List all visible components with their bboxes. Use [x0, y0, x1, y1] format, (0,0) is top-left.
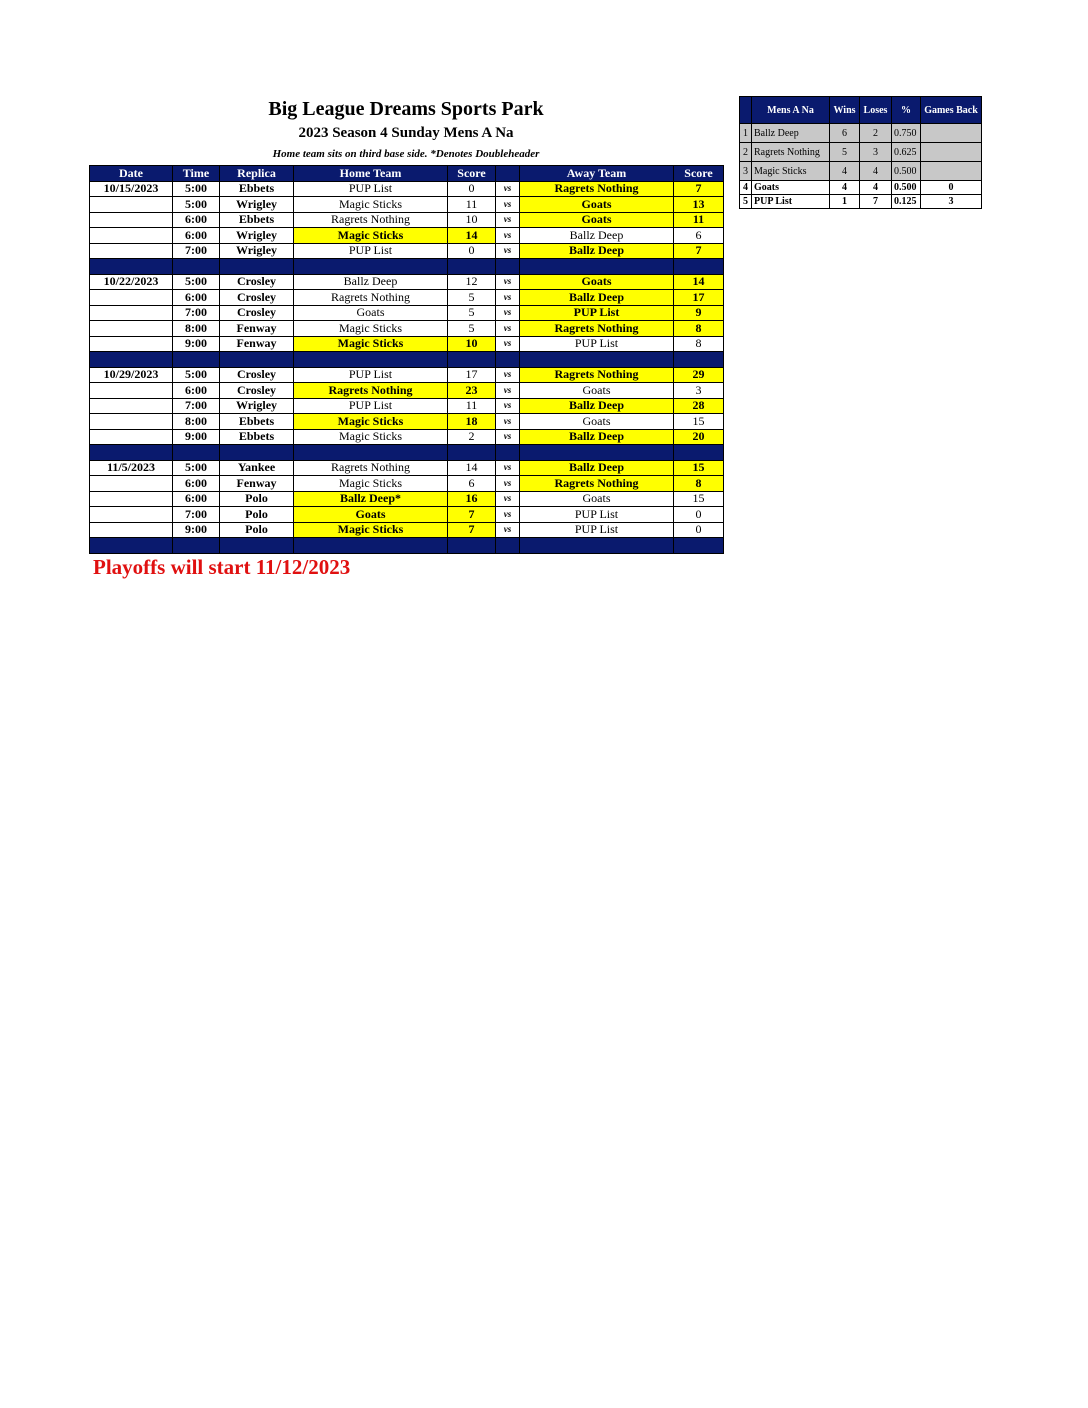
away-team: Ragrets Nothing [520, 181, 674, 197]
week-separator [90, 259, 724, 275]
away-score: 7 [674, 181, 724, 197]
game-time: 7:00 [173, 398, 220, 414]
game-date [90, 398, 173, 414]
team-rank: 2 [740, 143, 752, 162]
vs-label: vs [496, 243, 520, 259]
home-score: 11 [448, 398, 496, 414]
games-back [921, 143, 982, 162]
home-score: 11 [448, 197, 496, 213]
playoffs-note: Playoffs will start 11/12/2023 [93, 555, 351, 579]
away-team: Ballz Deep [520, 228, 674, 244]
separator-cell [674, 352, 724, 368]
column-header: Away Team [520, 166, 674, 182]
game-time: 8:00 [173, 414, 220, 430]
away-team: Goats [520, 491, 674, 507]
column-header: Replica [220, 166, 294, 182]
table-row [90, 181, 724, 197]
separator-cell [448, 259, 496, 275]
home-score: 2 [448, 429, 496, 445]
game-date [90, 383, 173, 399]
home-team: Ragrets Nothing [294, 290, 448, 306]
game-field: Polo [220, 491, 294, 507]
home-score: 5 [448, 321, 496, 337]
game-field: Ebbets [220, 212, 294, 228]
separator-cell [173, 538, 220, 554]
team-wins: 1 [830, 195, 860, 209]
week-separator [90, 352, 724, 368]
game-date: 10/29/2023 [90, 367, 173, 383]
column-header: Games Back [921, 97, 982, 124]
separator-cell [674, 445, 724, 461]
standings-row [740, 124, 982, 143]
vs-label: vs [496, 460, 520, 476]
column-header [496, 166, 520, 182]
game-time: 9:00 [173, 336, 220, 352]
table-row [90, 522, 724, 538]
away-score: 15 [674, 460, 724, 476]
game-time: 7:00 [173, 305, 220, 321]
team-pct: 0.125 [892, 195, 921, 209]
game-field: Fenway [220, 336, 294, 352]
game-date [90, 522, 173, 538]
games-back: 0 [921, 181, 982, 195]
schedule-body [90, 181, 724, 553]
team-wins: 4 [830, 162, 860, 181]
table-row [90, 197, 724, 213]
vs-label: vs [496, 383, 520, 399]
games-back [921, 124, 982, 143]
separator-cell [90, 352, 173, 368]
away-team: Ragrets Nothing [520, 476, 674, 492]
game-time: 5:00 [173, 197, 220, 213]
table-row [90, 398, 724, 414]
team-losses: 2 [860, 124, 892, 143]
game-time: 6:00 [173, 476, 220, 492]
separator-cell [173, 352, 220, 368]
home-team: Magic Sticks [294, 336, 448, 352]
table-row [90, 367, 724, 383]
home-team: Ragrets Nothing [294, 460, 448, 476]
away-score: 8 [674, 321, 724, 337]
game-time: 9:00 [173, 522, 220, 538]
game-date [90, 321, 173, 337]
home-team: PUP List [294, 243, 448, 259]
standings-row [740, 181, 982, 195]
home-team: Magic Sticks [294, 228, 448, 244]
week-separator [90, 445, 724, 461]
home-team: Ragrets Nothing [294, 212, 448, 228]
team-rank: 4 [740, 181, 752, 195]
table-row [90, 243, 724, 259]
away-score: 6 [674, 228, 724, 244]
standings-table [739, 96, 982, 209]
table-row [90, 212, 724, 228]
game-field: Wrigley [220, 243, 294, 259]
home-team: PUP List [294, 367, 448, 383]
away-team: Ballz Deep [520, 429, 674, 445]
away-team: Goats [520, 197, 674, 213]
home-score: 5 [448, 290, 496, 306]
away-score: 8 [674, 336, 724, 352]
home-team: Magic Sticks [294, 522, 448, 538]
home-score: 16 [448, 491, 496, 507]
standings-header-row [740, 97, 982, 124]
game-time: 9:00 [173, 429, 220, 445]
game-time: 6:00 [173, 491, 220, 507]
column-header: Score [674, 166, 724, 182]
game-time: 6:00 [173, 290, 220, 306]
separator-cell [173, 445, 220, 461]
separator-cell [674, 259, 724, 275]
vs-label: vs [496, 212, 520, 228]
home-team: Ballz Deep* [294, 491, 448, 507]
home-team: Goats [294, 507, 448, 523]
game-time: 6:00 [173, 212, 220, 228]
standings-body [740, 124, 982, 209]
away-team: Ragrets Nothing [520, 321, 674, 337]
vs-label: vs [496, 398, 520, 414]
team-pct: 0.750 [892, 124, 921, 143]
away-score: 29 [674, 367, 724, 383]
game-field: Polo [220, 522, 294, 538]
game-field: Ebbets [220, 181, 294, 197]
table-row [90, 228, 724, 244]
team-pct: 0.500 [892, 181, 921, 195]
table-row [90, 507, 724, 523]
team-rank: 1 [740, 124, 752, 143]
home-score: 6 [448, 476, 496, 492]
away-team: Goats [520, 274, 674, 290]
separator-cell [520, 445, 674, 461]
separator-cell [496, 259, 520, 275]
home-team: Magic Sticks [294, 197, 448, 213]
home-team: Magic Sticks [294, 429, 448, 445]
away-score: 20 [674, 429, 724, 445]
home-score: 10 [448, 212, 496, 228]
separator-cell [520, 538, 674, 554]
separator-cell [674, 538, 724, 554]
schedule-table [89, 165, 724, 554]
away-score: 28 [674, 398, 724, 414]
game-time: 5:00 [173, 274, 220, 290]
separator-cell [220, 352, 294, 368]
game-time: 7:00 [173, 243, 220, 259]
away-score: 17 [674, 290, 724, 306]
home-score: 0 [448, 243, 496, 259]
vs-label: vs [496, 228, 520, 244]
away-score: 3 [674, 383, 724, 399]
away-team: PUP List [520, 507, 674, 523]
home-score: 18 [448, 414, 496, 430]
game-field: Wrigley [220, 197, 294, 213]
game-time: 5:00 [173, 367, 220, 383]
team-name: Magic Sticks [752, 162, 830, 181]
away-team: Ballz Deep [520, 398, 674, 414]
table-row [90, 383, 724, 399]
away-score: 0 [674, 507, 724, 523]
vs-label: vs [496, 274, 520, 290]
column-header: Mens A Na [752, 97, 830, 124]
game-field: Polo [220, 507, 294, 523]
game-date [90, 212, 173, 228]
table-row [90, 414, 724, 430]
table-row [90, 290, 724, 306]
table-row [90, 476, 724, 492]
home-team: PUP List [294, 398, 448, 414]
team-name: PUP List [752, 195, 830, 209]
game-field: Wrigley [220, 398, 294, 414]
table-row [90, 429, 724, 445]
game-time: 6:00 [173, 228, 220, 244]
away-team: Ballz Deep [520, 243, 674, 259]
column-header: Wins [830, 97, 860, 124]
away-score: 15 [674, 491, 724, 507]
game-date [90, 336, 173, 352]
vs-label: vs [496, 429, 520, 445]
team-wins: 6 [830, 124, 860, 143]
vs-label: vs [496, 305, 520, 321]
team-name: Ragrets Nothing [752, 143, 830, 162]
game-date: 11/5/2023 [90, 460, 173, 476]
separator-cell [294, 538, 448, 554]
separator-cell [294, 445, 448, 461]
away-score: 7 [674, 243, 724, 259]
team-pct: 0.500 [892, 162, 921, 181]
separator-cell [496, 352, 520, 368]
separator-cell [520, 352, 674, 368]
games-back: 3 [921, 195, 982, 209]
game-time: 6:00 [173, 383, 220, 399]
separator-cell [90, 538, 173, 554]
team-losses: 4 [860, 181, 892, 195]
game-date [90, 197, 173, 213]
separator-cell [173, 259, 220, 275]
team-rank: 5 [740, 195, 752, 209]
table-row [90, 321, 724, 337]
home-team: Magic Sticks [294, 476, 448, 492]
away-team: Ragrets Nothing [520, 367, 674, 383]
separator-cell [294, 352, 448, 368]
column-header: Home Team [294, 166, 448, 182]
away-team: PUP List [520, 522, 674, 538]
away-score: 13 [674, 197, 724, 213]
vs-label: vs [496, 336, 520, 352]
game-field: Crosley [220, 274, 294, 290]
home-score: 10 [448, 336, 496, 352]
game-time: 8:00 [173, 321, 220, 337]
team-pct: 0.625 [892, 143, 921, 162]
team-wins: 4 [830, 181, 860, 195]
home-score: 23 [448, 383, 496, 399]
game-date [90, 414, 173, 430]
vs-label: vs [496, 197, 520, 213]
column-header: % [892, 97, 921, 124]
home-team: Magic Sticks [294, 321, 448, 337]
away-team: Goats [520, 212, 674, 228]
game-field: Yankee [220, 460, 294, 476]
game-date [90, 491, 173, 507]
game-date [90, 290, 173, 306]
game-field: Ebbets [220, 414, 294, 430]
vs-label: vs [496, 414, 520, 430]
away-team: Goats [520, 383, 674, 399]
column-header: Loses [860, 97, 892, 124]
game-time: 5:00 [173, 181, 220, 197]
game-field: Fenway [220, 476, 294, 492]
home-team: Ballz Deep [294, 274, 448, 290]
team-rank: 3 [740, 162, 752, 181]
vs-label: vs [496, 522, 520, 538]
separator-cell [448, 445, 496, 461]
home-team: Magic Sticks [294, 414, 448, 430]
column-header [740, 97, 752, 124]
vs-label: vs [496, 491, 520, 507]
column-header: Time [173, 166, 220, 182]
home-score: 17 [448, 367, 496, 383]
team-losses: 3 [860, 143, 892, 162]
standings-row [740, 195, 982, 209]
separator-cell [496, 538, 520, 554]
game-date [90, 228, 173, 244]
game-field: Ebbets [220, 429, 294, 445]
away-team: PUP List [520, 336, 674, 352]
away-score: 14 [674, 274, 724, 290]
game-time: 5:00 [173, 460, 220, 476]
home-score: 7 [448, 507, 496, 523]
home-score: 14 [448, 228, 496, 244]
separator-cell [220, 259, 294, 275]
separator-cell [220, 538, 294, 554]
week-separator [90, 538, 724, 554]
game-field: Wrigley [220, 228, 294, 244]
separator-cell [294, 259, 448, 275]
game-field: Crosley [220, 290, 294, 306]
game-date [90, 429, 173, 445]
separator-cell [90, 445, 173, 461]
game-time: 7:00 [173, 507, 220, 523]
home-team-note: Home team sits on third base side. *Denotes Doubleheader [272, 148, 540, 160]
team-name: Goats [752, 181, 830, 195]
game-date [90, 476, 173, 492]
away-team: Ballz Deep [520, 460, 674, 476]
away-score: 9 [674, 305, 724, 321]
game-date [90, 243, 173, 259]
vs-label: vs [496, 181, 520, 197]
home-team: PUP List [294, 181, 448, 197]
home-score: 7 [448, 522, 496, 538]
game-date [90, 305, 173, 321]
away-score: 15 [674, 414, 724, 430]
separator-cell [448, 538, 496, 554]
vs-label: vs [496, 290, 520, 306]
page-subtitle: 2023 Season 4 Sunday Mens A Na [298, 125, 514, 141]
team-losses: 4 [860, 162, 892, 181]
separator-cell [520, 259, 674, 275]
game-field: Crosley [220, 305, 294, 321]
game-date: 10/22/2023 [90, 274, 173, 290]
away-score: 11 [674, 212, 724, 228]
standings-row [740, 143, 982, 162]
home-team: Ragrets Nothing [294, 383, 448, 399]
separator-cell [90, 259, 173, 275]
table-row [90, 336, 724, 352]
away-score: 0 [674, 522, 724, 538]
table-row [90, 305, 724, 321]
game-field: Crosley [220, 383, 294, 399]
team-wins: 5 [830, 143, 860, 162]
away-score: 8 [674, 476, 724, 492]
team-losses: 7 [860, 195, 892, 209]
away-team: Ballz Deep [520, 290, 674, 306]
table-row [90, 460, 724, 476]
separator-cell [448, 352, 496, 368]
games-back [921, 162, 982, 181]
home-score: 14 [448, 460, 496, 476]
game-date: 10/15/2023 [90, 181, 173, 197]
game-date [90, 507, 173, 523]
team-name: Ballz Deep [752, 124, 830, 143]
separator-cell [496, 445, 520, 461]
page-title: Big League Dreams Sports Park [268, 98, 544, 120]
schedule-header-row [90, 166, 724, 182]
home-score: 0 [448, 181, 496, 197]
table-row [90, 274, 724, 290]
table-row [90, 491, 724, 507]
home-score: 12 [448, 274, 496, 290]
separator-cell [220, 445, 294, 461]
vs-label: vs [496, 476, 520, 492]
column-header: Date [90, 166, 173, 182]
away-team: Goats [520, 414, 674, 430]
vs-label: vs [496, 321, 520, 337]
away-team: PUP List [520, 305, 674, 321]
game-field: Crosley [220, 367, 294, 383]
vs-label: vs [496, 507, 520, 523]
home-score: 5 [448, 305, 496, 321]
home-team: Goats [294, 305, 448, 321]
standings-row [740, 162, 982, 181]
column-header: Score [448, 166, 496, 182]
game-field: Fenway [220, 321, 294, 337]
vs-label: vs [496, 367, 520, 383]
